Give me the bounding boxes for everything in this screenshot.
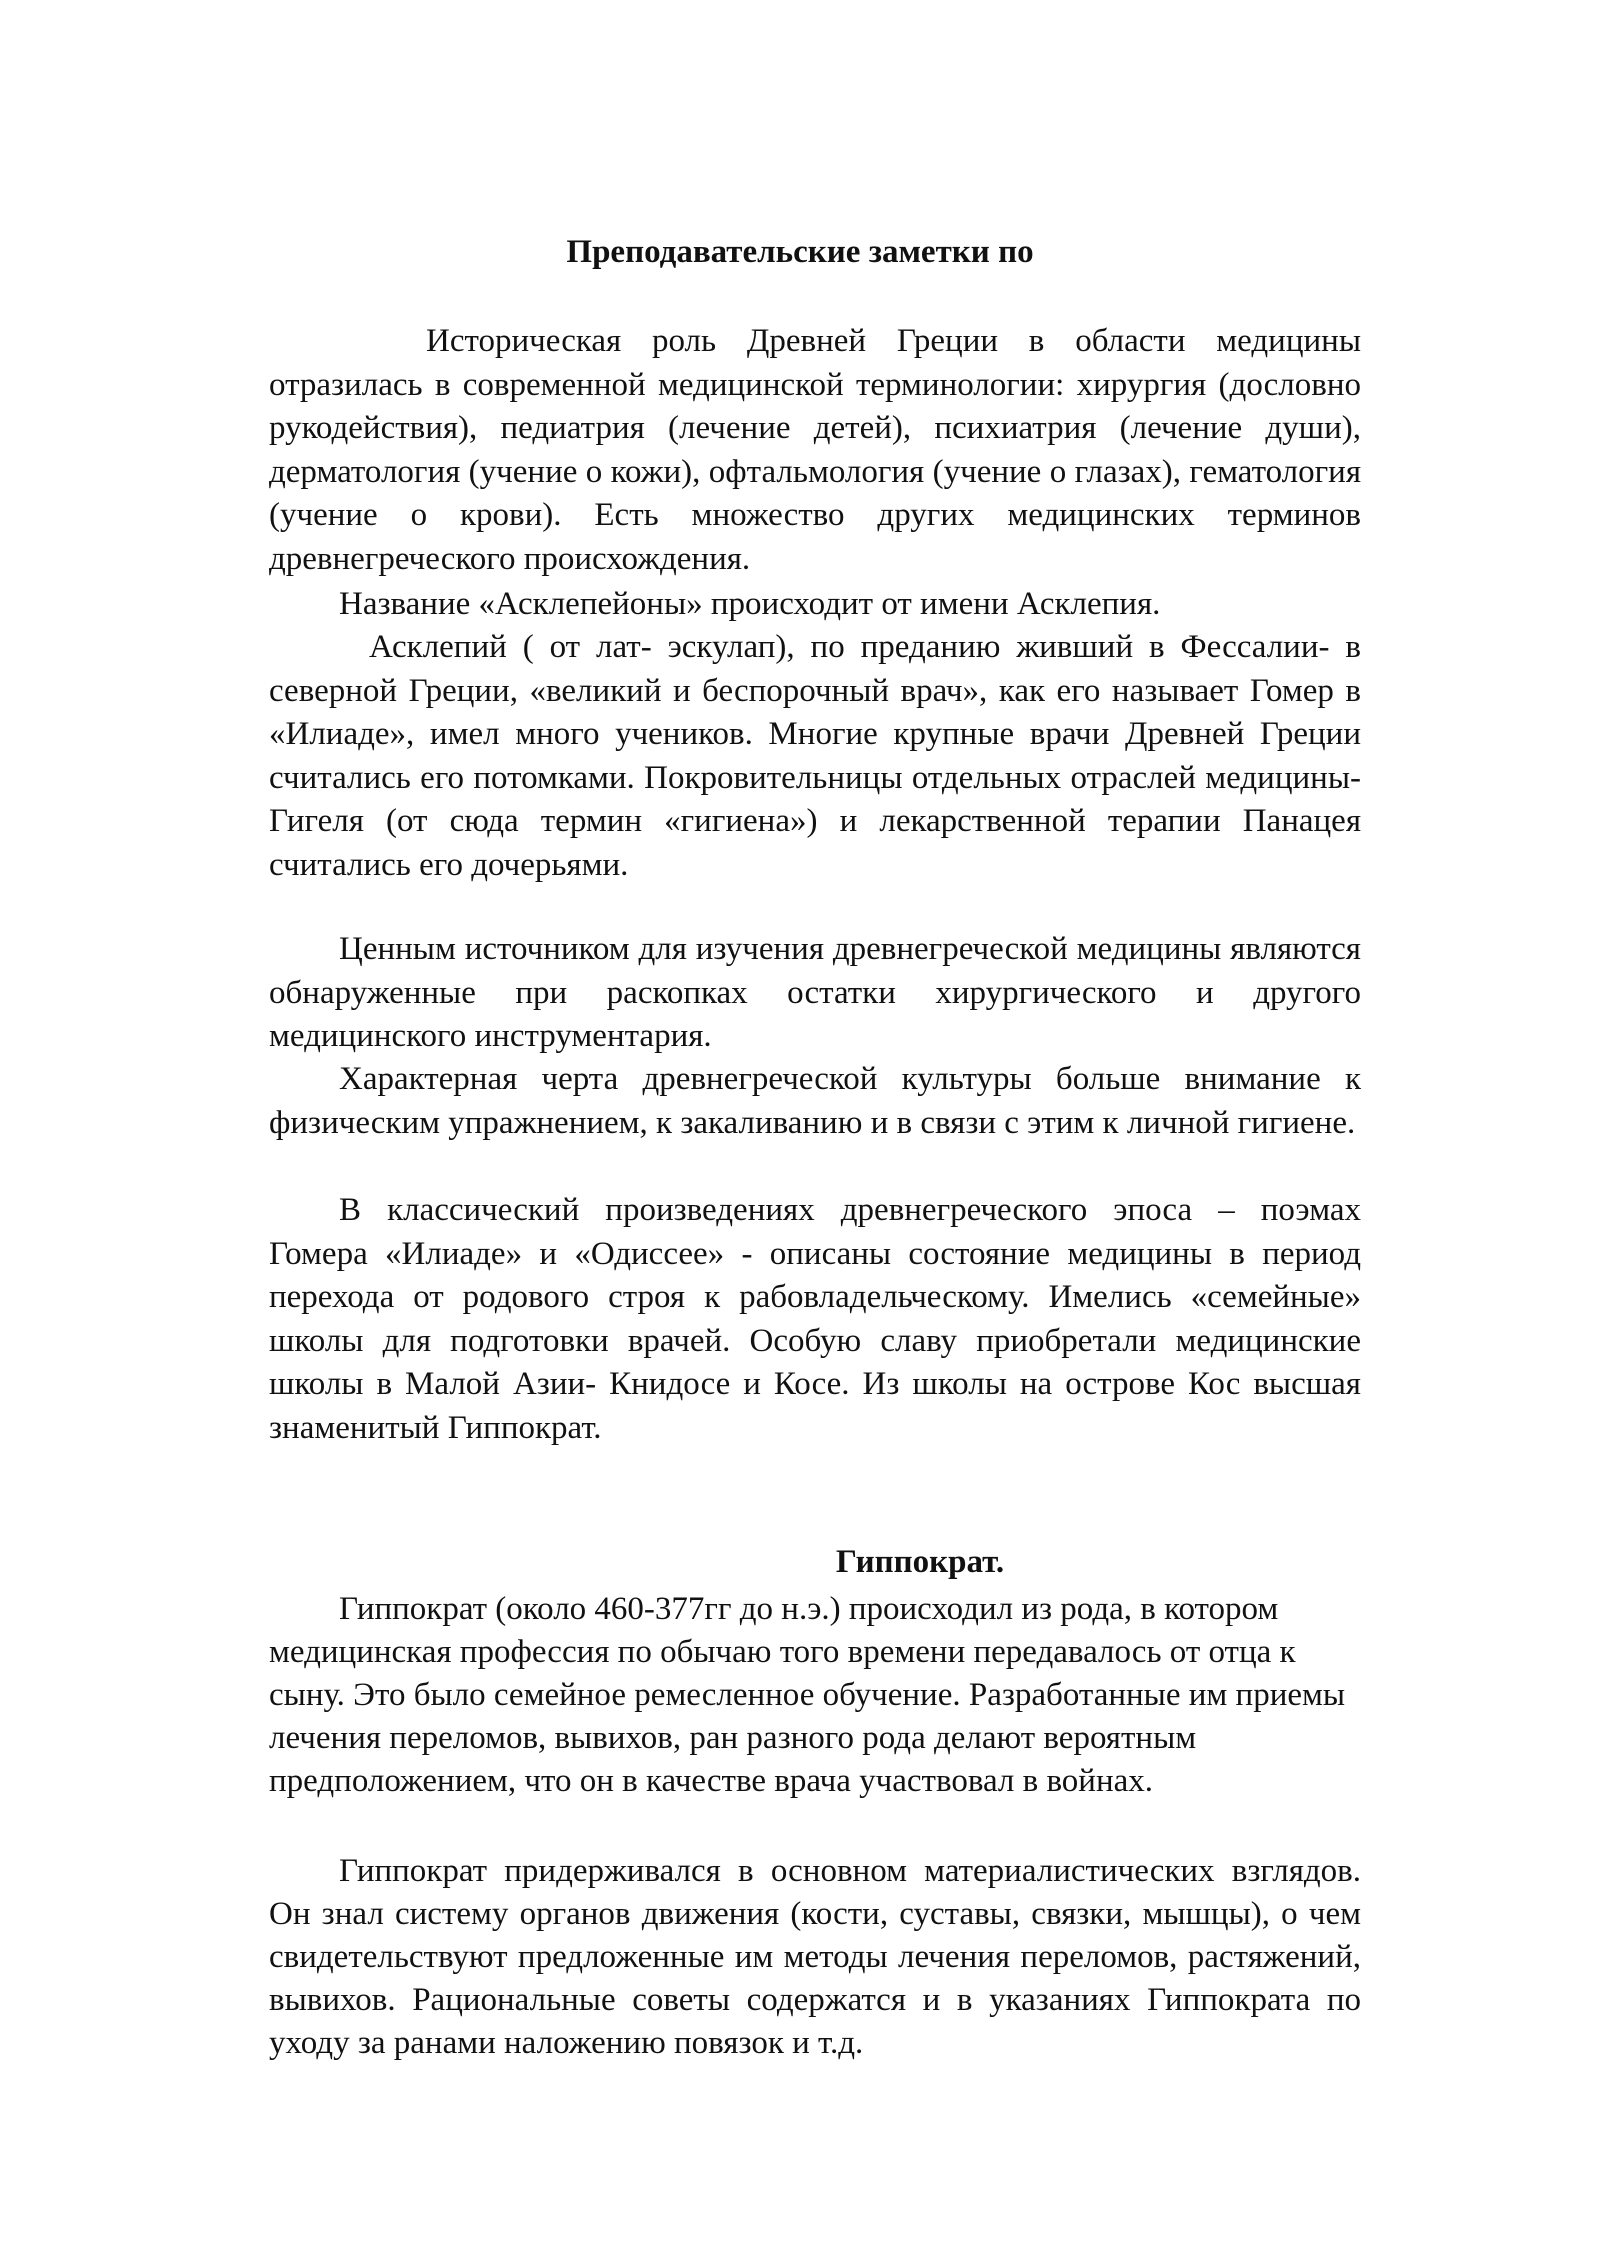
paragraph-text: Гиппократ придерживался в основном материалистических взглядов. Он знал систему органов движения (кости, суставы, связки, мышцы), о чем свидетельствуют предложенные им методы лечения переломов, растяжений, вывихов. Рациональные советы содержатся и в указаниях Гиппократа по уходу за ранами наложению повязок и т.д. — [269, 1853, 1361, 2061]
paragraph-asklepeions — [269, 583, 1361, 627]
section-title-hippocrates: Гиппократ. — [835, 1544, 1005, 1580]
paragraph-instruments — [269, 928, 1361, 1059]
paragraph-hippocrates-views — [269, 1850, 1361, 2065]
paragraph-text: Асклепий ( от лат- эскулап), по преданию живший в Фессалии- в северной Греции, «великий и беспорочный врач», как его называет Гомер в «Илиаде», имел много учеников. Многие крупные врачи Древней Греции считались его потомками. Покровительницы отдельных отраслей медицины- Гигеля (от сюда термин «гигиена») и лекарственной терапии Панацея считались его дочерьями. — [269, 629, 1361, 883]
paragraph-greek-terminology — [269, 320, 1361, 581]
document-title: Преподавательские заметки по — [566, 234, 1034, 270]
paragraph-text: В классический произведениях древнегреческого эпоса – поэмах Гомера «Илиаде» и «Одиссее» - описаны состояние медицины в период перехода от родового строя к рабовладельческому. Имелись «семейные» школы для подготовки врачей. Особую славу приобретали медицинские школы в Малой Азии- Книдосе и Косе. Из школы на острове Кос высшая знаменитый Гиппократ. — [269, 1192, 1361, 1446]
paragraph-homer-epic — [269, 1189, 1361, 1450]
paragraph-asklepius — [269, 626, 1361, 887]
paragraph-hippocrates-origin — [269, 1588, 1361, 1803]
paragraph-text: Название «Асклепейоны» происходит от имени Асклепия. — [339, 586, 1161, 622]
paragraph-culture — [269, 1058, 1361, 1145]
paragraph-text: Ценным источником для изучения древнегреческой медицины являются обнаруженные при раскопках остатки хирургического и другого медицинского инструментария. — [269, 931, 1361, 1054]
paragraph-text: Гиппократ (около 460-377гг до н.э.) происходил из рода, в котором медицинская профессия по обычаю того времени передавалось от отца к сыну. Это было семейное ремесленное обучение. Разработанные им приемы лечения переломов, вывихов, ран разного рода делают вероятным предположением, что он в качестве врача участвовал в войнах. — [269, 1591, 1346, 1799]
paragraph-text: Характерная черта древнегреческой культуры больше внимание к физическим упражнением, к закаливанию и в связи с этим к личной гигиене. — [269, 1061, 1361, 1141]
paragraph-text: Историческая роль Древней Греции в области медицины отразилась в современной медицинской терминологии: хирургия (дословно рукодействия), педиатрия (лечение детей), психиатрия (лечение души), дерматология (учение о кожи), офтальмология (учение о глазах), гематология (учение о крови). Есть множество других медицинских терминов древнегреческого происхождения. — [269, 323, 1361, 577]
